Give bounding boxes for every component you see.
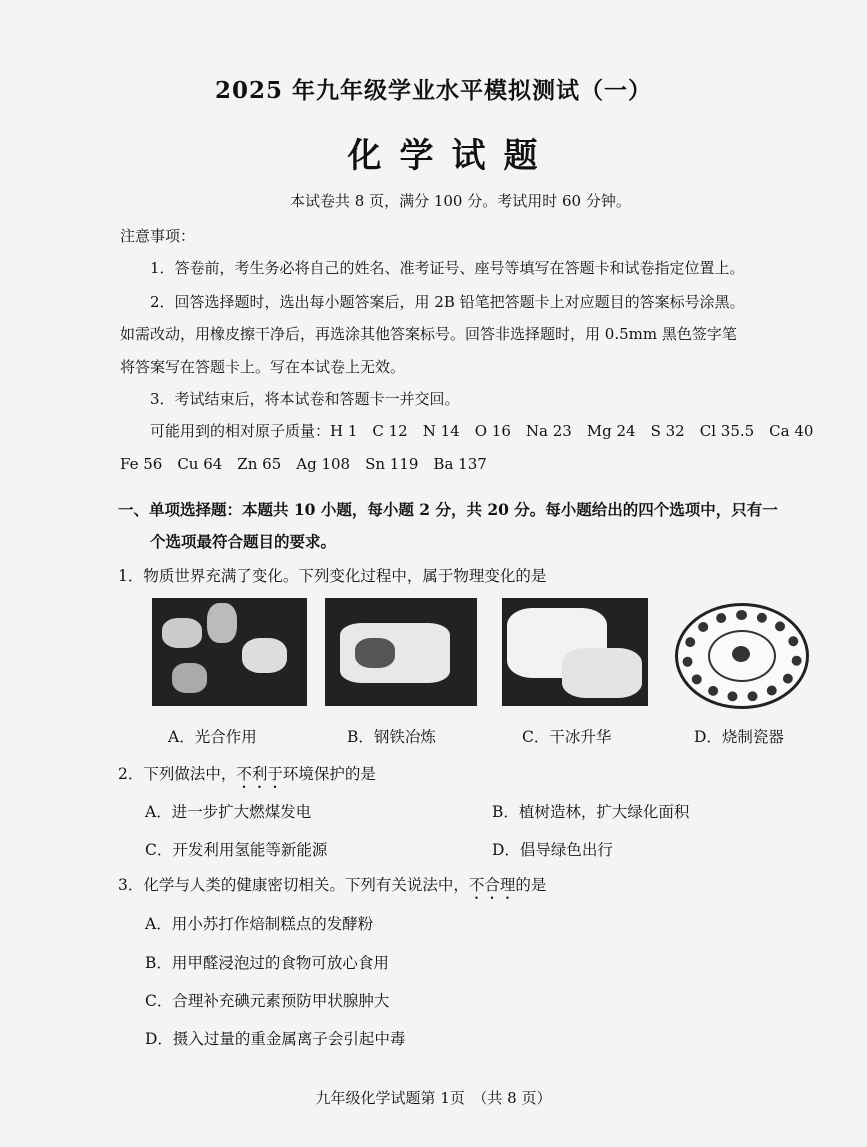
question-3-stem-pre: 3．化学与人类的健康密切相关。下列有关说法中， [118, 876, 469, 894]
question-2-option-d: D．倡导绿色出行 [492, 841, 613, 859]
question-3-option-b: B．用甲醛浸泡过的食物可放心食用 [145, 954, 389, 972]
question-3-option-c: C．合理补充碘元素预防甲状腺肿大 [145, 992, 390, 1010]
question-2-option-b: B．植树造林，扩大绿化面积 [492, 803, 690, 821]
section-1-heading-cont: 个选项最符合题目的要求。 [150, 532, 337, 551]
notice-item-3: 3．考试结束后，将本试卷和答题卡一并交回。 [150, 390, 460, 408]
question-1-option-b: B．钢铁冶炼 [347, 728, 436, 746]
atomic-mass-line-2: Fe 56 Cu 64 Zn 65 Ag 108 Sn 119 Ba 137 [120, 455, 487, 473]
photosynthesis-photo [152, 598, 307, 706]
question-3-option-d: D．摄入过量的重金属离子会引起中毒 [145, 1030, 406, 1048]
porcelain-plate-photo [675, 603, 809, 709]
question-1-stem: 1．物质世界充满了变化。下列变化过程中，属于物理变化的是 [118, 567, 547, 585]
question-2-stem-pre: 2．下列做法中， [118, 765, 237, 783]
exam-title: 2025 年九年级学业水平模拟测试（一） [214, 77, 653, 104]
question-2-option-c: C．开发利用氢能等新能源 [145, 841, 328, 859]
section-1-heading: 一、单项选择题：本题共 10 小题，每小题 2 分，共 20 分。每小题给出的四个选项中，只有一 [118, 500, 778, 519]
notice-item-2-cont2: 将答案写在答题卡上。写在本试卷上无效。 [120, 358, 406, 376]
subject-title: 化学试题 [347, 136, 556, 176]
atomic-mass-line-1: 可能用到的相对原子质量：H 1 C 12 N 14 O 16 Na 23 Mg 24 S 32 Cl 35.5 Ca 40 [150, 422, 814, 440]
notice-item-1: 1．答卷前，考生务必将自己的姓名、准考证号、座号等填写在答题卡和试卷指定位置上。 [150, 259, 745, 277]
dry-ice-photo [502, 598, 648, 706]
notice-item-2-cont: 如需改动，用橡皮擦干净后，再选涂其他答案标号。回答非选择题时，用 0.5mm 黑色签字笔 [120, 325, 737, 343]
page-footer: 九年级化学试题第 1页 （共 8 页） [315, 1089, 552, 1107]
question-1-option-c: C．干冰升华 [522, 728, 612, 746]
steel-smelting-photo [325, 598, 477, 706]
notice-heading: 注意事项： [120, 227, 196, 245]
question-3-stem-post: 的是 [515, 876, 547, 894]
question-3-emphasis: 不合理 [468, 876, 516, 894]
question-2-emphasis: 不利于 [236, 765, 283, 783]
question-3-stem [118, 873, 546, 903]
question-2-stem-post: 环境保护的是 [282, 765, 376, 783]
question-2-option-a: A．进一步扩大燃煤发电 [145, 803, 312, 821]
question-2-stem [118, 762, 376, 792]
question-3-option-a: A．用小苏打作焙制糕点的发酵粉 [145, 915, 374, 933]
notice-item-2: 2．回答选择题时，选出每小题答案后，用 2B 铅笔把答题卡上对应题目的答案标号涂黑。 [150, 293, 745, 311]
question-1-option-a: A．光合作用 [168, 728, 257, 746]
exam-info: 本试卷共 8 页，满分 100 分。考试用时 60 分钟。 [290, 192, 631, 210]
question-1-option-d: D．烧制瓷器 [694, 728, 784, 746]
